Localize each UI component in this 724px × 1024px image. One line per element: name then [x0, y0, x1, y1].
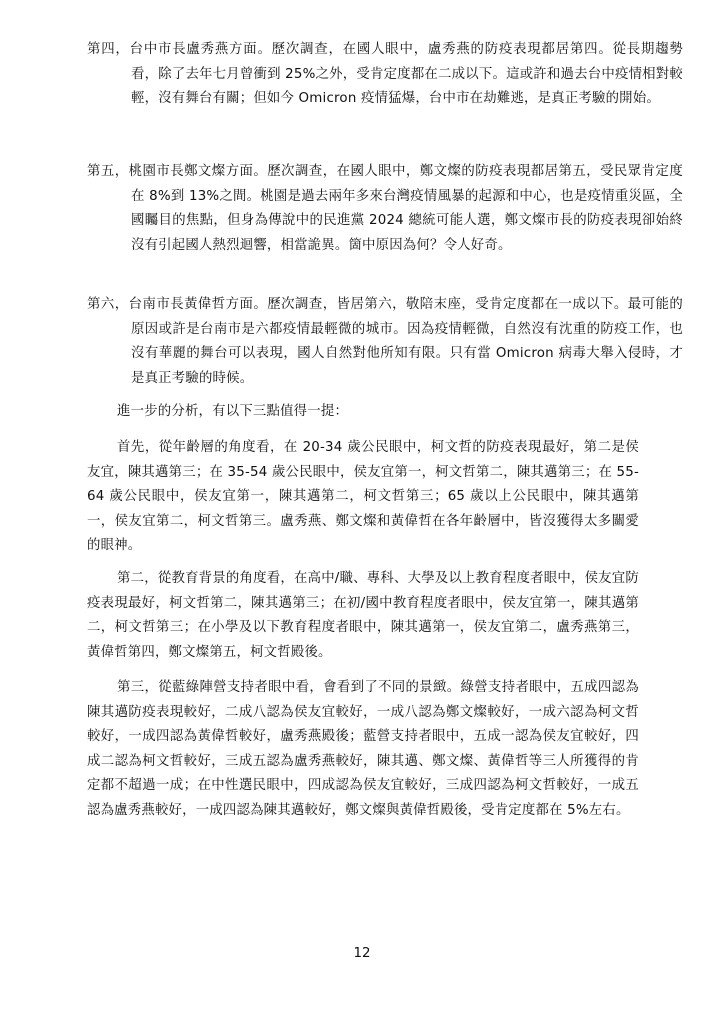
paragraph-age-analysis: 首先，從年齡層的角度看，在 20-34 歲公民眼中，柯文哲的防疫表現最好，第二是侯友宜，陳其邁第三；在 35-54 歲公民眼中，侯友宜第一，柯文哲第二，陳其邁第三；在 55-64 歲公民眼中，侯友宜第一，陳其邁第二，柯文哲第三；65 歲以上公民眼中，陳其邁第一，侯友宜第二，柯文哲第三。盧秀燕、鄭文燦和黃偉哲在各年齡層中，皆沒獲得太多關愛的眼神。	[87, 440, 639, 554]
paragraph-sixth-tainan: 第六，台南市長黃偉哲方面。歷次調查，皆居第六，敬陪末座，受肯定度都在一成以下。最可能的原因或許是台南市是六都疫情最輕微的城市。因為疫情輕微，自然沒有沈重的防疫工作，也沒有華麗的舞台可以表現，國人自然對他所知有限。只有當 Omicron 病毒大舉入侵時，才是真正考驗的時候。	[87, 297, 683, 386]
paragraph-camp-analysis: 第三，從藍綠陣營支持者眼中看，會看到了不同的景緻。綠營支持者眼中，五成四認為陳其邁防疫表現較好，二成八認為侯友宜較好，一成八認為鄭文燦較好，一成六認為柯文哲較好，一成四認為黃偉哲較好，盧秀燕殿後；藍營支持者眼中，五成一認為侯友宜較好，四成二認為柯文哲較好，三成五認為盧秀燕較好，陳其邁、鄭文燦、黃偉哲等三人所獲得的肯定都不超過一成；在中性選民眼中，四成認為侯友宜較好，三成四認為柯文哲較好，一成五認為盧秀燕較好，一成四認為陳其邁較好，鄭文燦與黃偉哲殿後，受肯定度都在 5%左右。	[87, 680, 639, 818]
page-number: 12	[353, 946, 371, 961]
paragraph-analysis-intro: 進一步的分析，有以下三點值得一提：	[117, 404, 349, 419]
paragraph-fifth-taoyuan: 第五，桃園市長鄭文燦方面。歷次調查，在國人眼中，鄭文燦的防疫表現都居第五，受民眾肯定度在 8%到 13%之間。桃園是過去兩年多來台灣疫情風暴的起源和中心，也是疫情重災區，全國矚目的焦點，但身為傳說中的民進黨 2024 總統可能人選，鄭文燦市長的防疫表現卻始終沒有引起國人熱烈迴響，相當詭異。箇中原因為何？令人好奇。	[87, 164, 683, 253]
paragraph-fourth-taichung: 第四，台中市長盧秀燕方面。歷次調查，在國人眼中，盧秀燕的防疫表現都居第四。從長期趨勢看，除了去年七月曾衝到 25%之外，受肯定度都在二成以下。這或許和過去台中疫情相對較輕，沒有舞台有關；但如今 Omicron 疫情猛爆，台中市在劫難逃，是真正考驗的開始。	[87, 42, 683, 107]
paragraph-education-analysis: 第二，從教育背景的角度看，在高中/職、專科、大學及以上教育程度者眼中，侯友宜防疫表現最好，柯文哲第二，陳其邁第三；在初/國中教育程度者眼中，侯友宜第一，陳其邁第二，柯文哲第三；在小學及以下教育程度者眼中，陳其邁第一，侯友宜第二，盧秀燕第三，黃偉哲第四，鄭文燦第五，柯文哲殿後。	[87, 571, 639, 660]
